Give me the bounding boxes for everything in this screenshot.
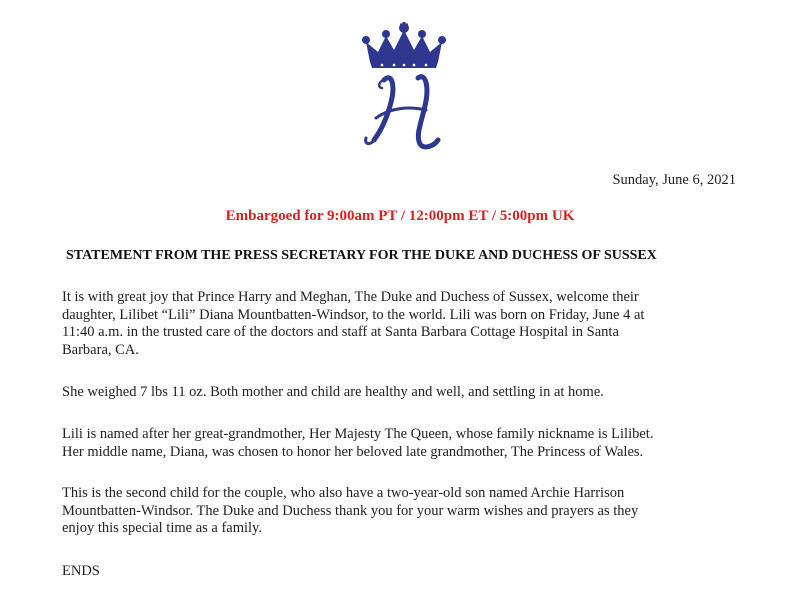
paragraph-line: She weighed 7 lbs 11 oz. Both mother and child are healthy and well, and settling in at home. bbox=[62, 384, 604, 400]
paragraph-weight bbox=[62, 384, 752, 402]
paragraph-line: 11:40 a.m. in the trusted care of the doctors and staff at Santa Barbara Cottage Hospital in Santa bbox=[62, 324, 619, 340]
paragraph-line: Lili is named after her great-grandmother, Her Majesty The Queen, whose family nickname is Lilibet. bbox=[62, 426, 654, 442]
paragraph-line: Mountbatten-Windsor. The Duke and Duchess thank you for your warm wishes and prayers as they bbox=[62, 502, 639, 519]
embargo-notice: Embargoed for 9:00am PT / 12:00pm ET / 5:00pm UK bbox=[225, 208, 575, 224]
paragraph-line: daughter, Lilibet “Lili” Diana Mountbatten-Windsor, to the world. Lili was born on Friday, June 4 at bbox=[62, 306, 645, 323]
paragraph-line: Barbara, CA. bbox=[62, 341, 139, 358]
statement-date: Sunday, June 6, 2021 bbox=[612, 172, 736, 188]
paragraph-name-origin bbox=[62, 426, 752, 461]
ends-marker: ENDS bbox=[62, 563, 100, 579]
statement-headline: STATEMENT FROM THE PRESS SECRETARY FOR THE DUKE AND DUCHESS OF SUSSEX bbox=[66, 248, 657, 263]
paragraph-family bbox=[62, 485, 752, 538]
paragraph-line: Her middle name, Diana, was chosen to honor her beloved late grandmother, The Princess of Wales. bbox=[62, 443, 644, 460]
crown-monogram-icon bbox=[356, 22, 452, 154]
paragraph-line: enjoy this special time as a family. bbox=[62, 520, 262, 536]
paragraph-birth-announcement bbox=[62, 289, 752, 359]
paragraph-line: This is the second child for the couple, who also have a two-year-old son named Archie Harrison bbox=[62, 485, 625, 501]
paragraph-line: It is with great joy that Prince Harry and Meghan, The Duke and Duchess of Sussex, welcome their bbox=[62, 289, 639, 305]
